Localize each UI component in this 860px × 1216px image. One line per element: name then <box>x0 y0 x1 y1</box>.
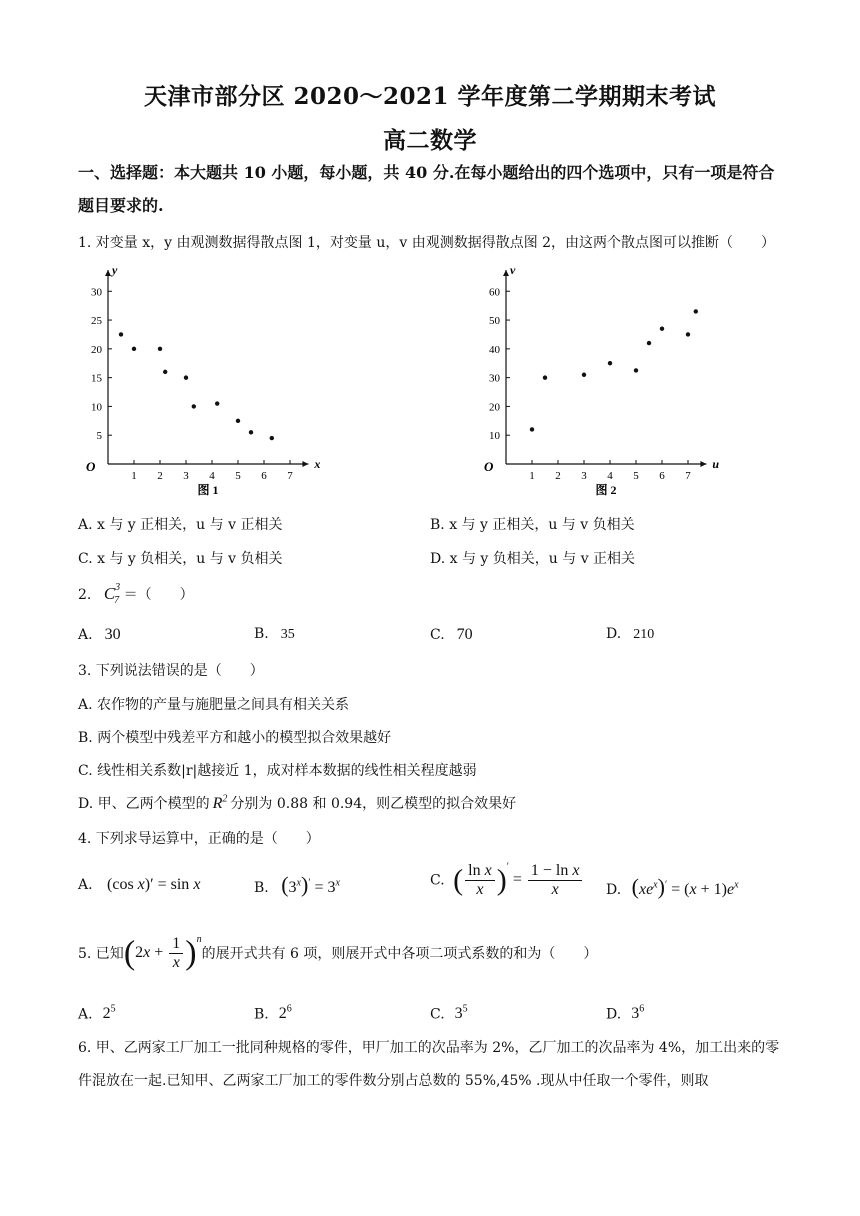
y-axis-label: y <box>112 266 118 277</box>
x-tick-label: 5 <box>633 470 639 482</box>
x-axis-arrow <box>700 461 706 467</box>
origin-label: O <box>484 459 494 474</box>
q4-option-d: D. $(xe^x)' = (x + 1)e^x$ <box>606 874 739 899</box>
y-tick-label: 5 <box>96 430 102 443</box>
scatter-figure-2 <box>478 266 738 498</box>
q3-option-a: A. 农作物的产量与施肥量之间具有相关关系 <box>78 697 350 713</box>
q2-option-b: B. 35 <box>254 626 295 642</box>
exam-subject: 高二数学 <box>383 127 477 154</box>
q1-option-a: A. x 与 y 正相关，u 与 v 正相关 <box>78 517 283 533</box>
x-tick-label: 6 <box>261 470 267 482</box>
q3-option-b: B. 两个模型中残差平方和越小的模型拟合效果越好 <box>78 730 392 746</box>
q3-stem: 3. 下列说法错误的是（ ） <box>78 663 264 679</box>
x-tick-label: 2 <box>157 470 163 482</box>
q2-blank: ＝（ ） <box>123 587 194 603</box>
q3-option-c: C. 线性相关系数|r|越接近 1，成对样本数据的线性相关程度越弱 <box>78 763 477 779</box>
x-tick-label: 4 <box>607 470 613 482</box>
x-tick-label: 3 <box>581 470 587 482</box>
data-point <box>582 373 586 377</box>
data-point <box>543 375 547 379</box>
x-tick-label: 5 <box>235 470 241 482</box>
exam-title: 天津市部分区 2020～2021 学年度第二学期期末考试 <box>143 83 717 110</box>
q2-combination: $C^3_7$ <box>103 582 121 607</box>
data-point <box>119 332 123 336</box>
y-axis-arrow <box>503 270 509 276</box>
y-axis-arrow <box>105 270 111 276</box>
y-tick-label: 20 <box>489 401 500 414</box>
data-point <box>132 347 136 351</box>
q2-option-a: A. 30 <box>78 626 121 643</box>
data-point <box>660 326 664 330</box>
q5-option-a: A. $2^5$ <box>78 1004 116 1023</box>
q4-stem: 4. 下列求导运算中，正确的是（ ） <box>78 831 320 847</box>
data-point <box>608 361 612 365</box>
origin-label: O <box>86 459 96 474</box>
q4-option-b: B. $(3^x)' = 3^x$ <box>254 872 340 897</box>
data-point <box>647 341 651 345</box>
x-tick-label: 6 <box>659 470 665 482</box>
x-tick-label: 7 <box>685 470 691 482</box>
q4-option-a: A. (cos x)′ = sin x <box>78 876 201 893</box>
x-tick-label: 1 <box>529 470 535 482</box>
x-axis-arrow <box>302 461 308 467</box>
q5-option-b: B. $2^6$ <box>254 1004 292 1023</box>
y-tick-label: 30 <box>489 372 500 385</box>
q3-option-d: D. 甲、乙两个模型的 $R^2$ 分别为 0.88 和 0.94，则乙模型的拟合效果好 <box>78 793 517 812</box>
section-heading: 一、选择题：本大题共 10 小题，每小题，共 40 分.在每小题给出的四个选项中，只有一项是符合题目要求的. <box>78 163 775 215</box>
y-tick-label: 60 <box>489 286 500 299</box>
x-axis-label: u <box>712 457 720 471</box>
x-tick-label: 7 <box>287 470 293 482</box>
data-point <box>184 375 188 379</box>
q1-option-b: B. x 与 y 正相关，u 与 v 负相关 <box>430 517 635 533</box>
data-point <box>634 368 638 372</box>
q2-option-c: C. 70 <box>430 626 473 643</box>
q5-option-d: D. $3^6$ <box>606 1004 645 1023</box>
x-tick-label: 2 <box>555 470 561 482</box>
data-point <box>163 370 167 374</box>
x-tick-label: 3 <box>183 470 189 482</box>
q2-number: 2. <box>78 587 92 603</box>
data-point <box>192 404 196 408</box>
figure-caption: 图 2 <box>595 483 617 497</box>
q2-stem <box>78 584 194 606</box>
y-tick-label: 10 <box>489 430 500 443</box>
q1-option-d: D. x 与 y 负相关，u 与 v 正相关 <box>430 551 636 567</box>
q1-stem: 1. 对变量 x，y 由观测数据得散点图 1，对变量 u，v 由观测数据得散点图 2，由这两个散点图可以推断（ ） <box>78 235 776 251</box>
q4-option-c: C. ( $\frac{\text{ln x}}{x}$ )′ = $\frac{\text{1 − ln x}}{x}$ <box>430 862 584 899</box>
y-tick-label: 30 <box>91 286 102 299</box>
x-axis-label: x <box>314 457 321 471</box>
y-tick-label: 25 <box>91 315 102 328</box>
data-point <box>215 401 219 405</box>
data-point <box>249 430 253 434</box>
x-tick-label: 4 <box>209 470 215 482</box>
y-tick-label: 10 <box>91 401 102 414</box>
y-tick-label: 15 <box>91 372 102 385</box>
q5-stem: 5. 已知(2x + $\frac{1}{x}$ )$^n$的展开式共有 6 项，则展开式中各项二项式系数的和为（ ） <box>78 933 598 971</box>
y-axis-label: v <box>510 266 516 277</box>
y-tick-label: 40 <box>489 343 500 356</box>
data-point <box>694 309 698 313</box>
q2-option-d: D. 210 <box>606 626 655 642</box>
y-tick-label: 50 <box>489 315 500 328</box>
q1-option-c: C. x 与 y 负相关，u 与 v 负相关 <box>78 551 283 567</box>
scatter-figure-1 <box>80 266 340 498</box>
q6-stem: 6. 甲、乙两家工厂加工一批同种规格的零件，甲厂加工的次品率为 2%，乙厂加工的次品率为 4%，加工出来的零件混放在一起.已知甲、乙两家工厂加工的零件数分别占总数的 55%,45% .现从中任取一个零件，则取 <box>78 1040 780 1089</box>
data-point <box>158 347 162 351</box>
figure-caption: 图 1 <box>197 483 219 497</box>
data-point <box>236 419 240 423</box>
q5-option-c: C. $3^5$ <box>430 1004 468 1023</box>
data-point <box>270 436 274 440</box>
x-tick-label: 1 <box>131 470 137 482</box>
y-tick-label: 20 <box>91 343 102 356</box>
data-point <box>530 427 534 431</box>
data-point <box>686 332 690 336</box>
